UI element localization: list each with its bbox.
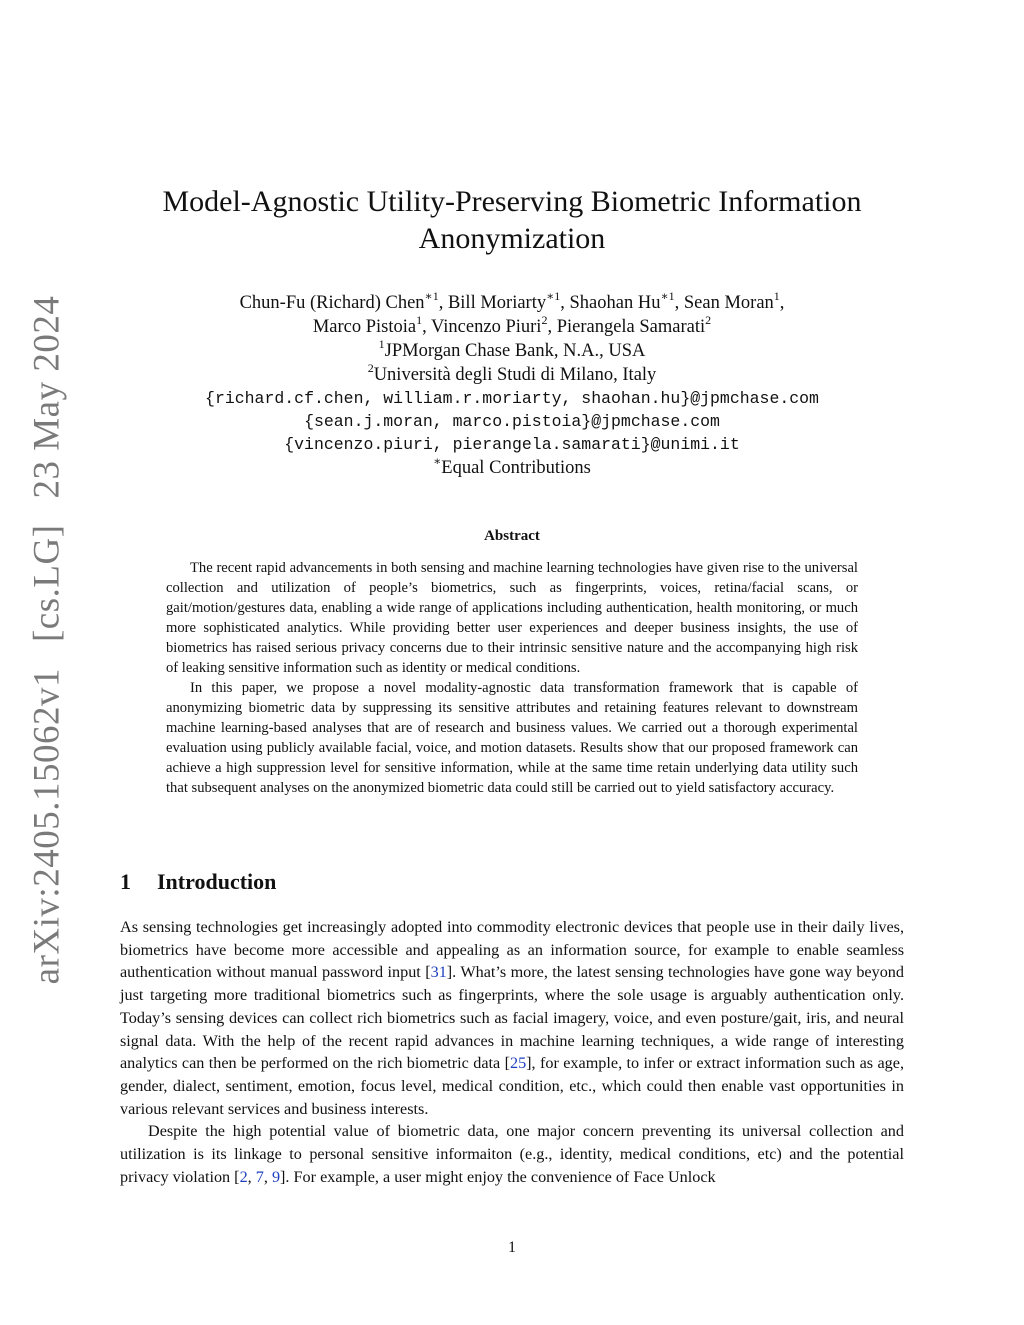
intro-text: Despite the high potential value of biometric data, one major concern preventing its universal collection and utilization is its linkage to personal sensitive informaiton (e.g., identity, medical conditions, etc) and the potential privacy violation [: [120, 1122, 904, 1186]
author-separator: ,: [674, 293, 684, 313]
arxiv-date: 23 May 2024: [26, 295, 68, 499]
author-separator: ,: [547, 317, 557, 337]
arxiv-category: [cs.LG]: [26, 524, 68, 643]
equal-text: Equal Contributions: [441, 458, 591, 478]
affiliation-text: Università degli Studi di Milano, Italy: [373, 365, 657, 385]
intro-text: ], for example, to infer or extract information such as age, gender, dialect, sentiment, emotion, focus level, medical condition, etc., which could then enable vast opportunities in various relevant services and business interests.: [120, 1054, 904, 1118]
author-separator: ,: [438, 293, 448, 313]
author-name: Vincenzo Piuri: [431, 317, 542, 337]
citation-separator: ,: [263, 1167, 272, 1186]
intro-text: ]. For example, a user might enjoy the convenience of Face Unlock: [280, 1167, 716, 1186]
author-separator: ,: [779, 293, 785, 313]
affiliation-mark: 1: [378, 336, 385, 351]
citation-link[interactable]: 7: [255, 1167, 264, 1186]
abstract-body: [166, 558, 858, 798]
arxiv-identifier-stamp: [26, 296, 69, 985]
citation-link[interactable]: 25: [509, 1054, 527, 1073]
affiliation-text: JPMorgan Chase Bank, N.A., USA: [384, 341, 646, 361]
citation-link[interactable]: 9: [271, 1167, 281, 1186]
intro-paragraph-1: [120, 916, 904, 1120]
author-separator: ,: [422, 317, 432, 337]
equal-contribution-note: [122, 453, 902, 480]
paper-title: [122, 183, 902, 257]
title-line-2: Anonymization: [418, 222, 606, 255]
page-number: 1: [508, 1239, 516, 1256]
author-mark: 2: [705, 312, 712, 327]
email-line-1: {richard.cf.chen, william.r.moriarty, shaohan.hu}@jpmchase.com: [205, 389, 819, 408]
author-name: Marco Pistoia: [312, 317, 417, 337]
affiliation-1: [122, 336, 902, 363]
author-name: Shaohan Hu: [569, 293, 661, 313]
author-block: [122, 288, 902, 480]
abstract-paragraph-1: The recent rapid advancements in both sensing and machine learning technologies have given rise to the universal collection and utilization of people’s biometrics, such as fingerprints, voices, retina/facial scans, or gait/motion/gestures data, enabling a wide range of applications including authentication, health monitoring, or much more sophisticated analytics. While providing better user experiences and deeper business insights, the use of biometrics has raised serious privacy concerns due to their intrinsic sensitive nature and the accompanying high risk of leaking sensitive information such as identity or medical conditions.: [166, 560, 858, 676]
abstract-paragraph-2: In this paper, we propose a novel modality-agnostic data transformation framework that is capable of anonymizing biometric data by suppressing its sensitive attributes and retaining features relevant to downstream machine learning-based analyses that are of research and business values. We carried out a thorough experimental evaluation using publicly available facial, voice, and motion datasets. Results show that our proposed framework can achieve a high suppression level for sensitive information, while at the same time retain underlying data utility such that subsequent analyses on the anonymized biometric data could still be carried out to yield satisfactory accuracy.: [166, 680, 858, 796]
author-name: Chun-Fu (Richard) Chen: [239, 293, 425, 313]
author-separator: ,: [560, 293, 570, 313]
introduction-body: [120, 916, 904, 1188]
section-number: 1: [120, 869, 131, 894]
intro-text: ]. What’s more, the latest sensing technologies have gone way beyond just targeting more traditional biometrics such as fingerprints, where the sole usage is arguably authentication only. Today’s sensing devices can collect rich biometrics such as facial imagery, voice, and even posture/gait, iris, and neural signal data. With the help of the recent rapid advances in machine learning techniques, a wide range of interesting analytics can then be performed on the rich biometric data [: [120, 963, 904, 1073]
author-mark: ∗1: [546, 288, 561, 303]
section-heading-introduction: [120, 869, 276, 895]
author-line-1: [122, 288, 902, 315]
author-mark: 1: [416, 312, 423, 327]
email-line-3: {vincenzo.piuri, pierangela.samarati}@unimi.it: [284, 435, 740, 454]
intro-text: As sensing technologies get increasingly adopted into commodity electronic devices that people use in their daily lives, biometrics have become more accessible and appealing as an information source, for example to enable seamless authentication without manual password input [: [120, 918, 904, 982]
citation-link[interactable]: 2: [239, 1167, 248, 1186]
arxiv-id: arXiv:2405.15062v1: [26, 668, 68, 985]
author-name: Bill Moriarty: [447, 293, 547, 313]
section-title: Introduction: [157, 869, 277, 894]
author-name: Pierangela Samarati: [556, 317, 706, 337]
author-mark: 2: [541, 312, 548, 327]
abstract-heading: Abstract: [484, 528, 540, 544]
author-line-2: [122, 312, 902, 339]
affiliation-mark: 2: [367, 360, 374, 375]
author-mark: 1: [773, 288, 780, 303]
citation-link[interactable]: 31: [430, 963, 447, 982]
email-line-2: {sean.j.moran, marco.pistoia}@jpmchase.com: [304, 412, 720, 431]
author-mark: ∗1: [424, 288, 439, 303]
equal-mark: ∗: [433, 453, 442, 468]
title-line-1: Model-Agnostic Utility-Preserving Biometric Information: [162, 185, 862, 218]
author-mark: ∗1: [660, 288, 675, 303]
citation-separator: ,: [247, 1167, 256, 1186]
affiliation-2: [122, 360, 902, 387]
author-name: Sean Moran: [683, 293, 774, 313]
intro-paragraph-2: [120, 1120, 904, 1188]
